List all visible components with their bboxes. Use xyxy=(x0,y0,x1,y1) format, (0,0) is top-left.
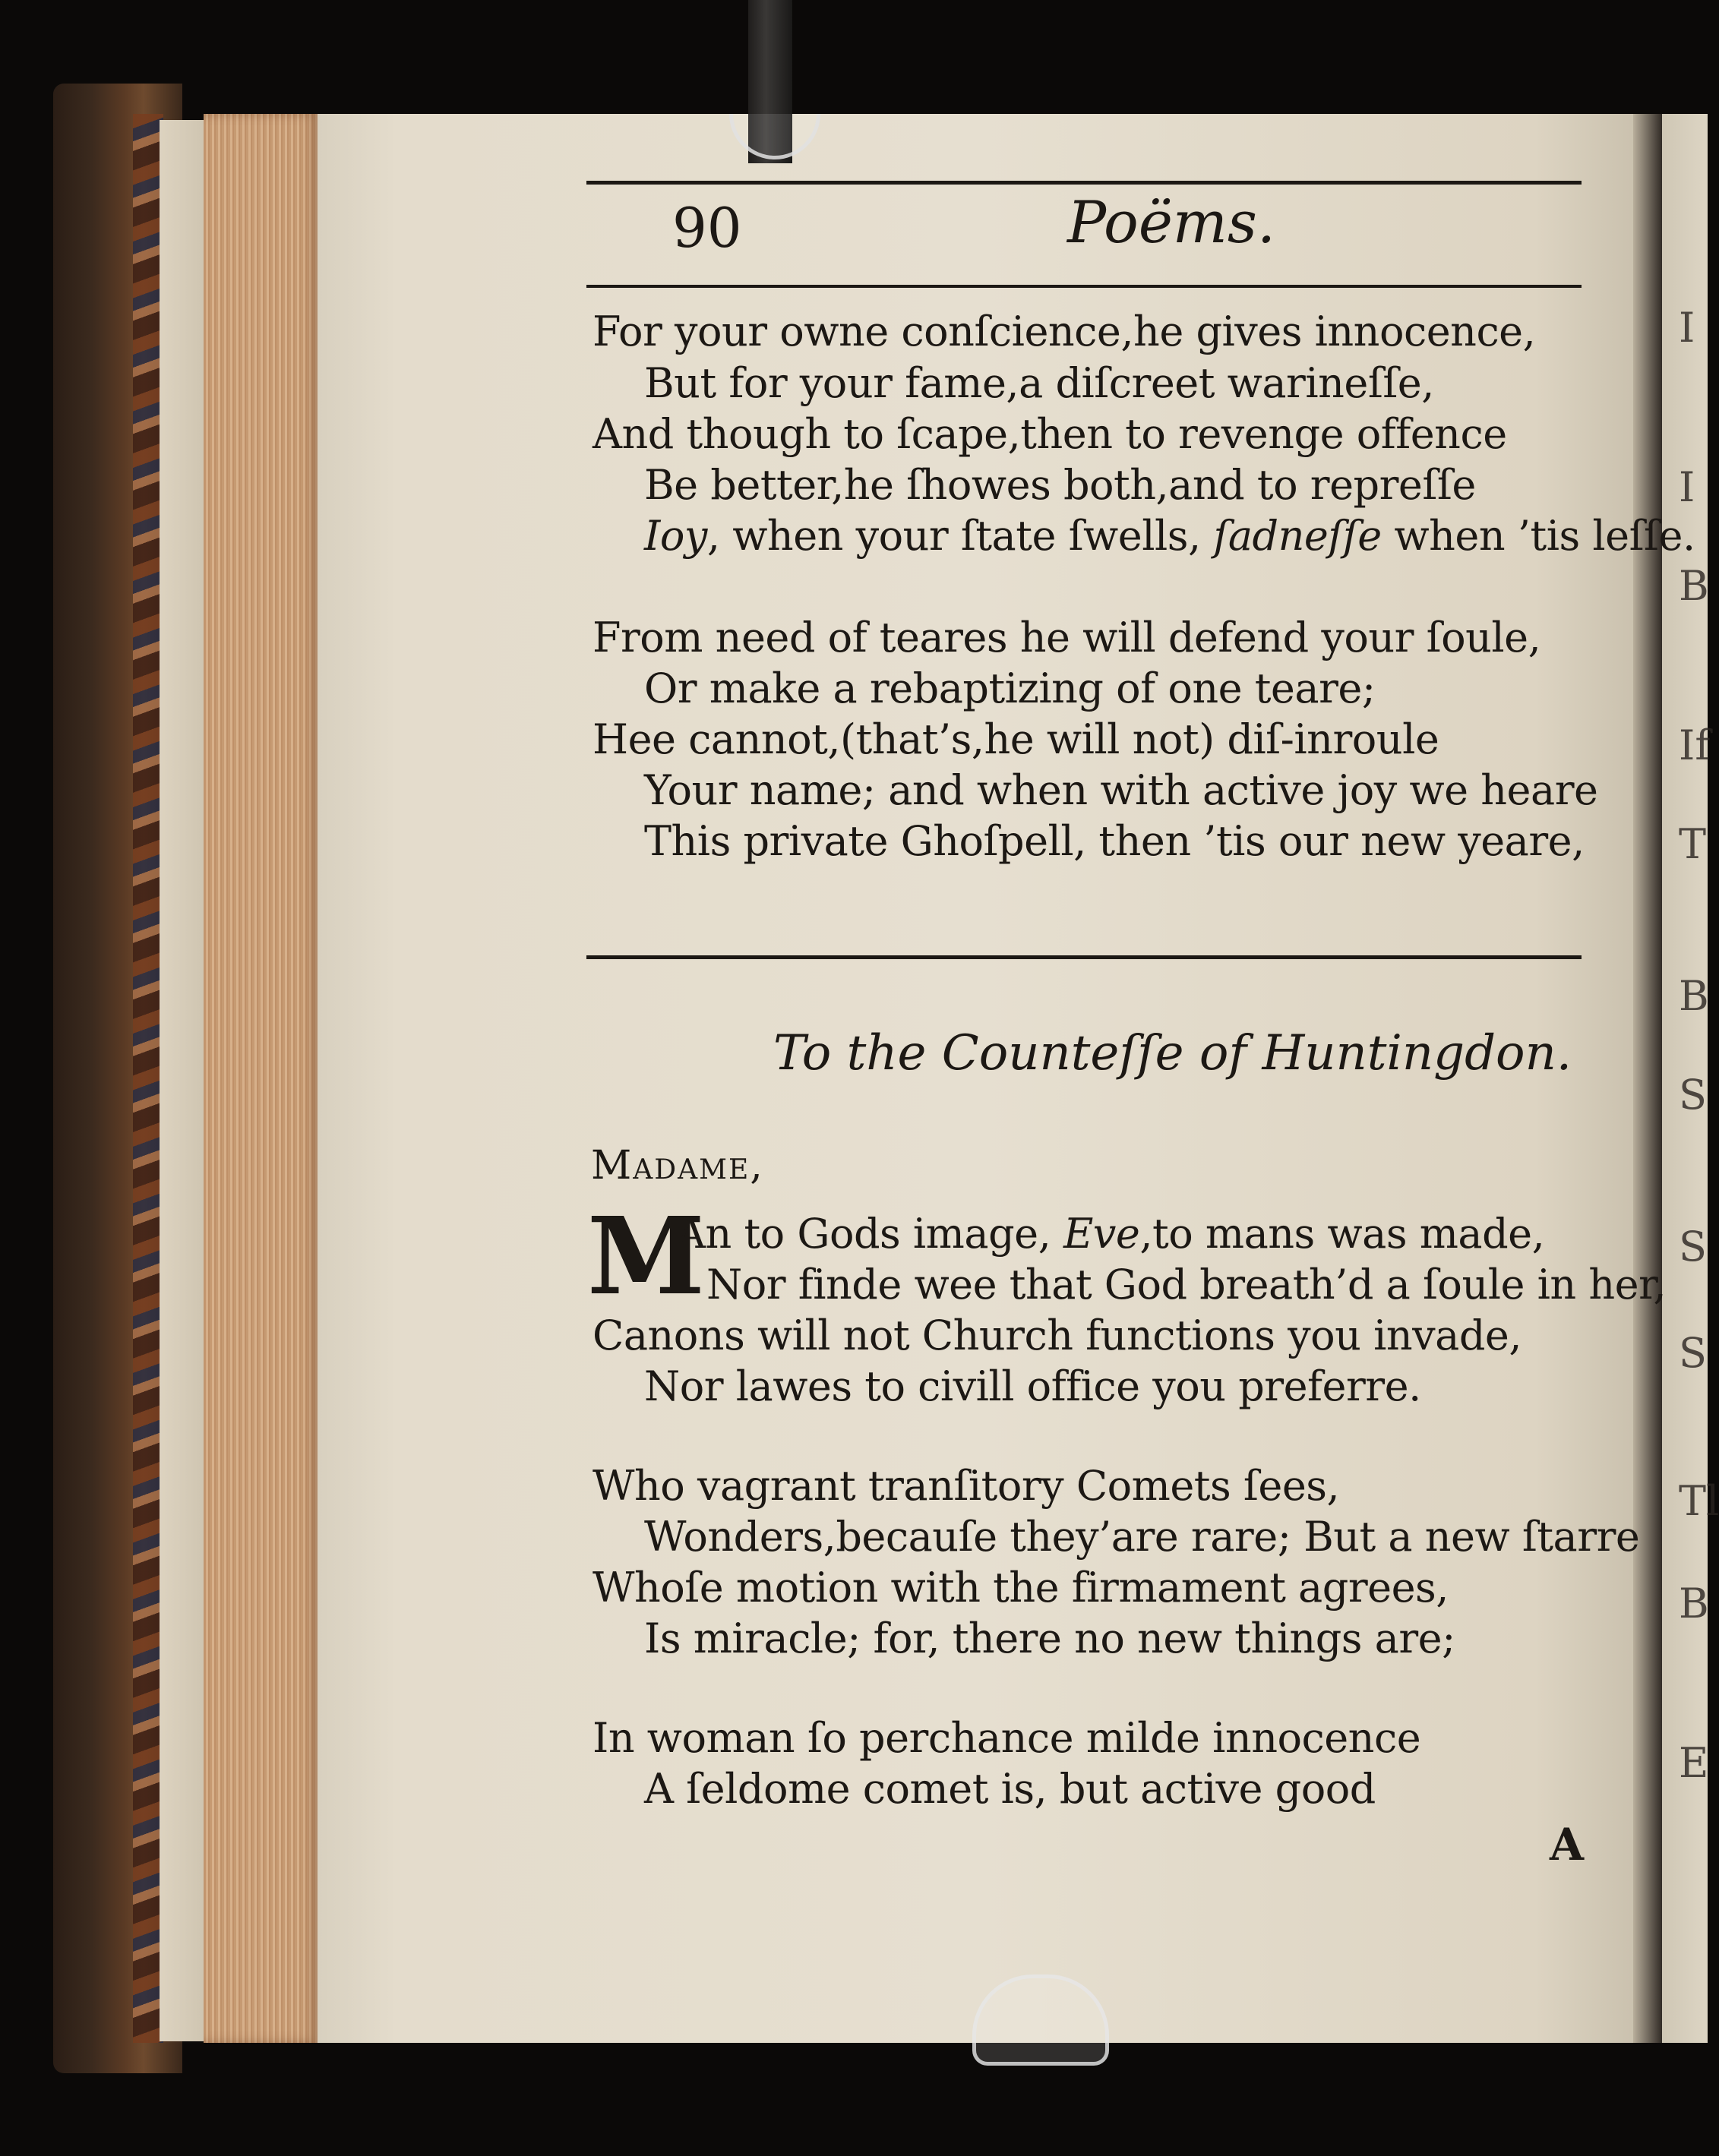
verse-line: Wonders,becauſe they’are rare; But a new ſtarre xyxy=(644,1513,1640,1561)
header-rule-bottom xyxy=(586,285,1582,288)
verse-line: From need of teares he will defend your ſoule, xyxy=(592,614,1541,661)
salutation: Madame, xyxy=(591,1143,764,1188)
verse-line: Whoſe motion with the firmament agrees, xyxy=(592,1564,1449,1611)
facing-page-letter: S xyxy=(1679,1071,1707,1119)
facing-page-letter: If xyxy=(1679,721,1711,769)
verse-line: Be better,he ſhowes both,and to repreſſe xyxy=(644,461,1476,509)
verse-line: And though to ſcape,then to revenge offence xyxy=(592,410,1507,458)
facing-page-letter: E xyxy=(1679,1739,1709,1787)
facing-page-letter: Tl xyxy=(1679,1477,1719,1525)
verse-line: Nor finde wee that God breath’d a ſoule in her, xyxy=(706,1261,1667,1308)
verse-line: Or make a rebaptizing of one teare; xyxy=(644,664,1376,712)
verse-line: This private Ghoſpell, then ’tis our new yeare, xyxy=(644,817,1585,865)
facing-page-letter: B xyxy=(1679,562,1709,610)
facing-page-letter: S xyxy=(1679,1223,1707,1271)
facing-page-letter: S xyxy=(1679,1329,1707,1377)
italic-word: Ioy xyxy=(644,512,707,560)
verse-line: Canons will not Church functions you invade, xyxy=(592,1312,1522,1359)
facing-page-letter: I xyxy=(1679,304,1695,352)
page-fore-edge xyxy=(204,114,318,2043)
poem-title: To the Counteſſe of Huntingdon. xyxy=(773,1025,1572,1081)
page-number: 90 xyxy=(672,196,742,260)
page-stack xyxy=(160,120,205,2041)
facing-page-letter: B xyxy=(1679,1580,1709,1627)
verse-fragment: , when your ſtate ſwells, xyxy=(706,512,1214,560)
italic-word: Eve xyxy=(1063,1210,1140,1258)
verse-line: Who vagrant tranſitory Comets ſees, xyxy=(592,1462,1340,1510)
verse-line: Hee cannot,(that’s,he will not) diſ-inroule xyxy=(592,715,1439,763)
verse-line: For your owne conſcience,he gives innocence, xyxy=(592,308,1536,355)
verse-line xyxy=(644,512,1695,560)
header-rule-top xyxy=(586,181,1582,185)
verse-line: But for your fame,a diſcreet warineſſe, xyxy=(644,359,1434,407)
marbled-endpaper xyxy=(133,114,163,2043)
running-head: Poëms. xyxy=(1067,188,1276,256)
drop-cap: M xyxy=(587,1195,705,1319)
verse-line xyxy=(676,1210,1544,1258)
verse-fragment: when ’tis leſſe. xyxy=(1394,512,1695,560)
verse-line: A ſeldome comet is, but active good xyxy=(644,1765,1376,1813)
italic-word: ſadneſſe xyxy=(1213,512,1382,560)
verse-line: Is miracle; for, there no new things are; xyxy=(644,1615,1455,1662)
facing-page-letter: T xyxy=(1679,820,1707,868)
catchword: A xyxy=(1550,1819,1585,1870)
section-rule xyxy=(586,955,1582,959)
verse-line: In woman ſo perchance milde innocence xyxy=(592,1714,1421,1762)
verse-line: Your name; and when with active joy we heare xyxy=(644,766,1598,814)
verse-fragment: ,to mans was made, xyxy=(1139,1210,1545,1258)
facing-page-letter: B xyxy=(1679,972,1709,1020)
verse-line: Nor lawes to civill office you preferre. xyxy=(644,1362,1421,1410)
facing-page-letter: I xyxy=(1679,463,1695,511)
verse-fragment: An to Gods image, xyxy=(676,1210,1063,1258)
page-gutter xyxy=(1633,114,1664,2043)
